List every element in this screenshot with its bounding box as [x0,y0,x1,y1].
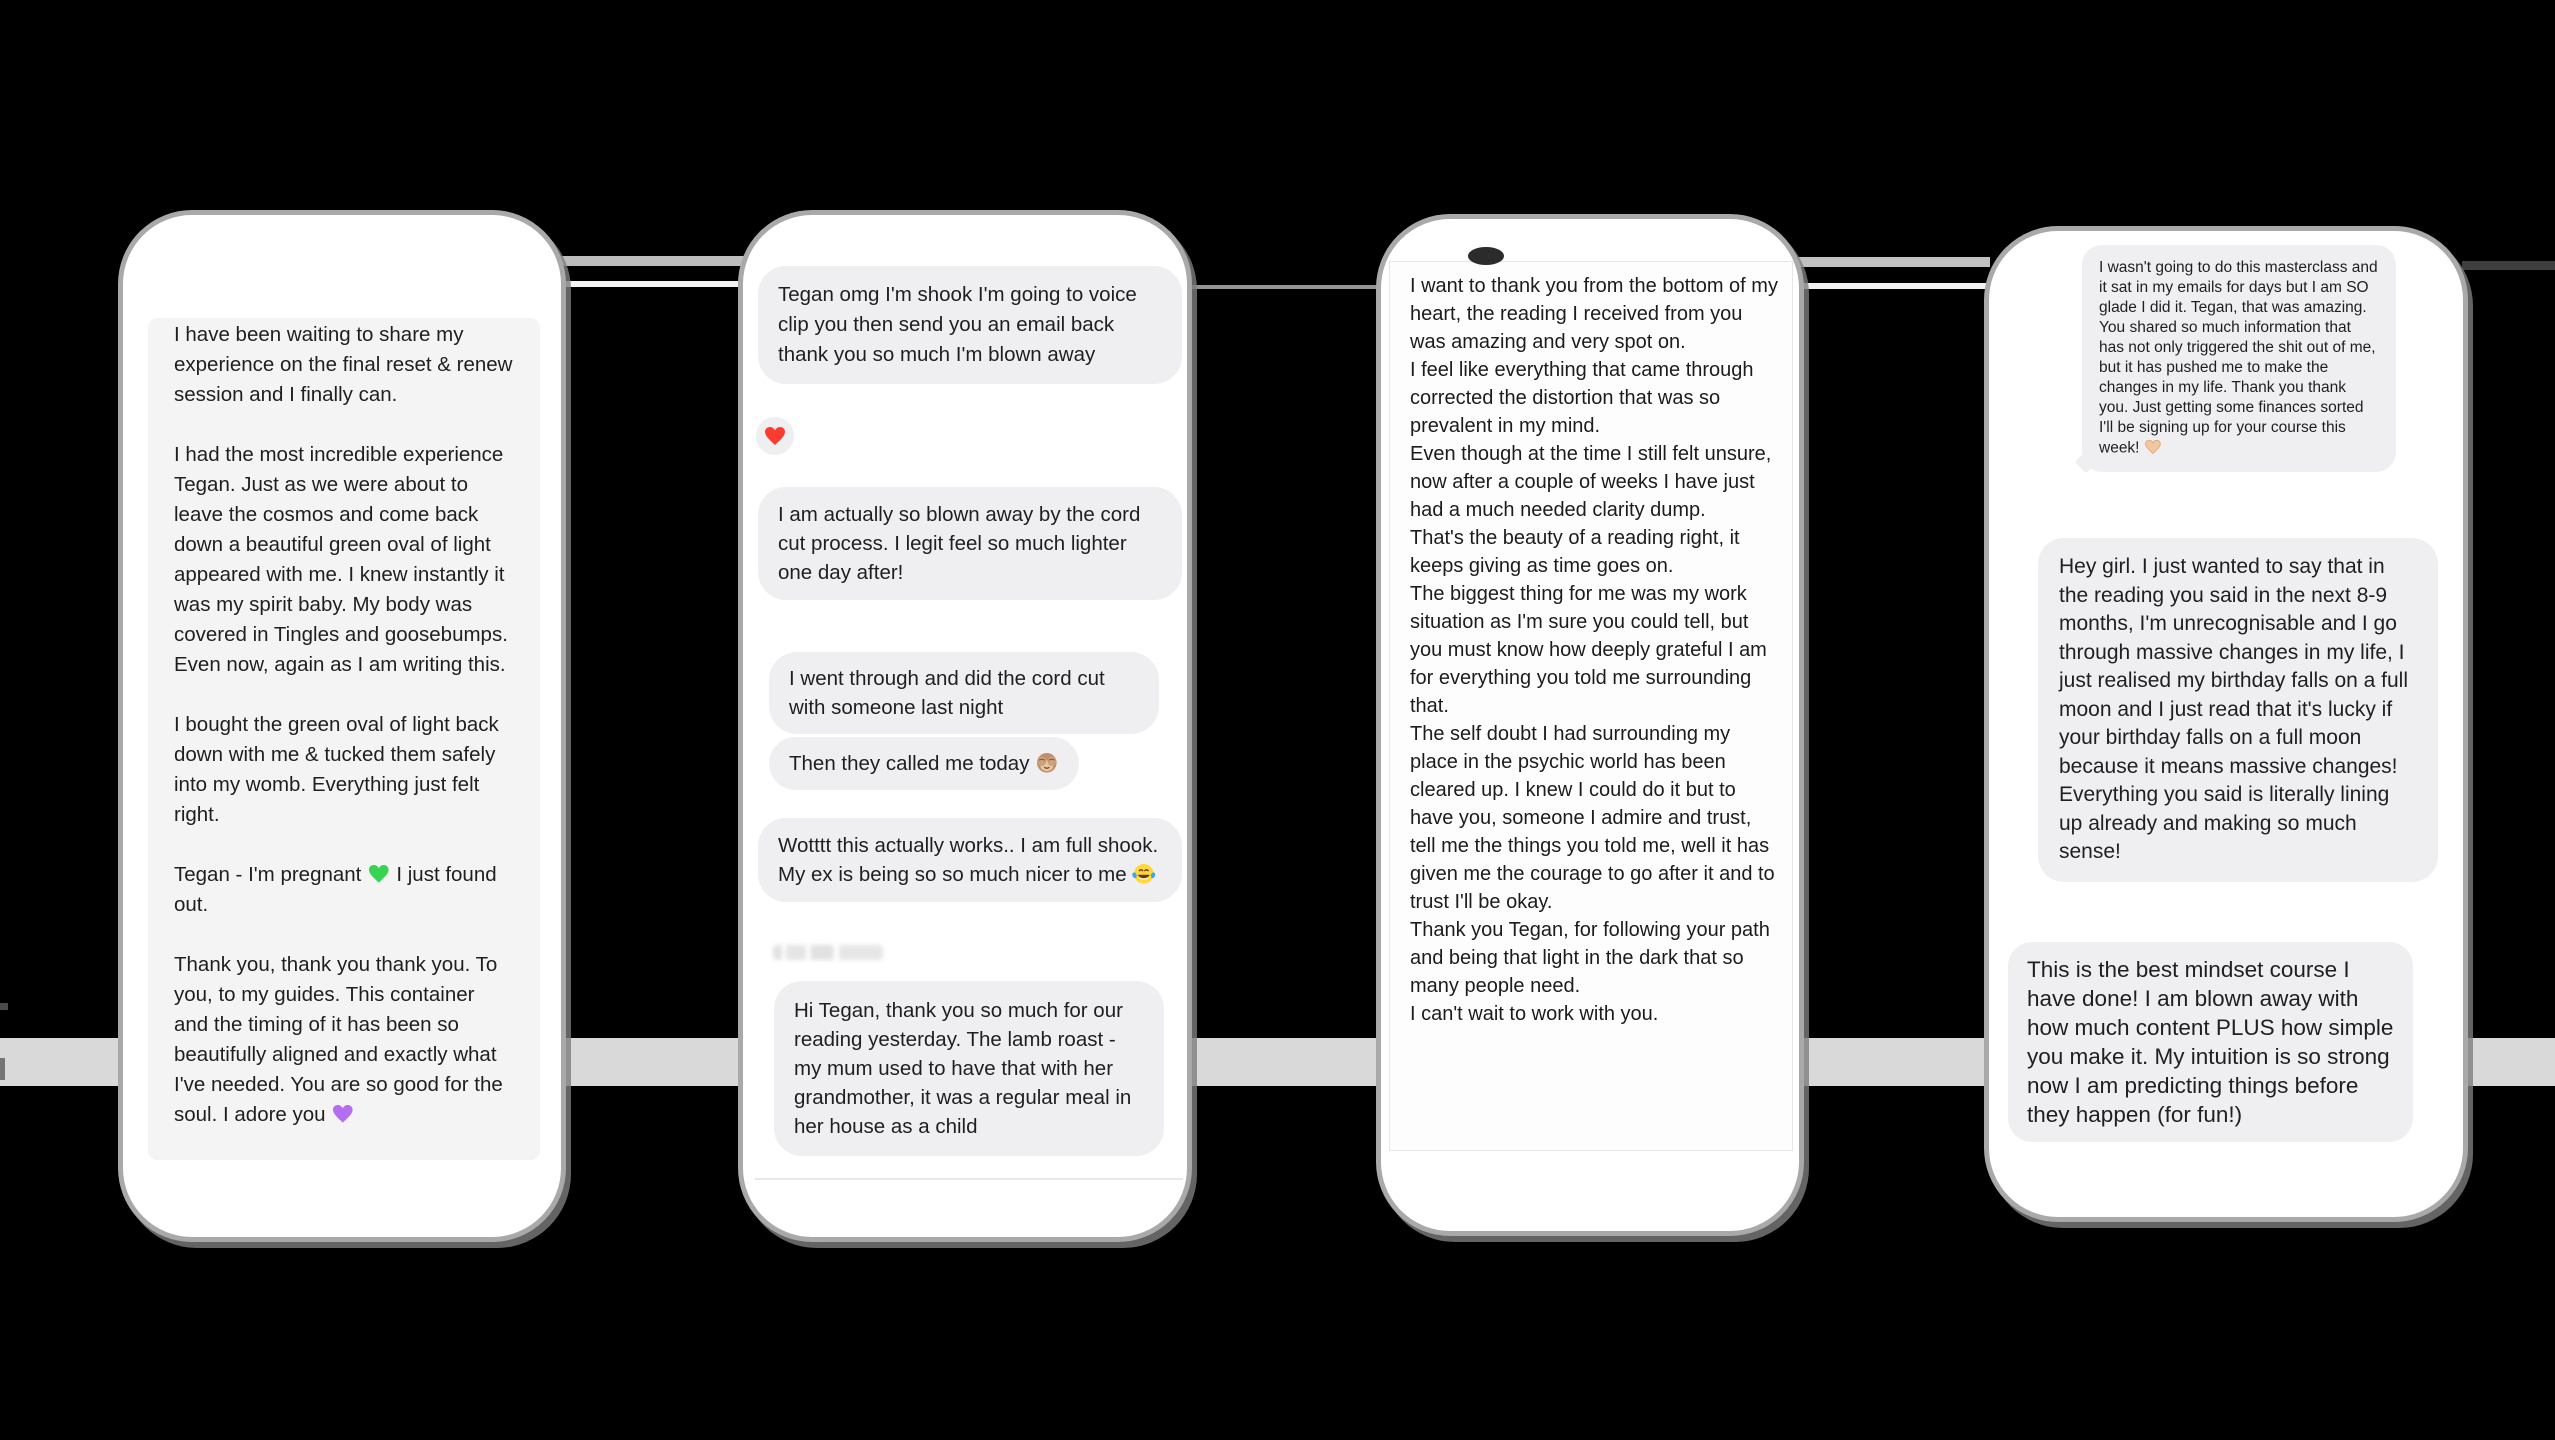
message-bubble: Tegan omg I'm shook I'm going to voice clip you then send you an email back thank you so much I'm blown away [758,266,1182,384]
testimonial-text-panel [1389,261,1793,1151]
testimonial-paragraph: Thank you, thank you thank you. To you, to my guides. This container and the timing of it has been so beautifully aligned and exactly what I've needed. You are so good for the soul. I adore you [174,953,503,1126]
testimonial-line: I want to thank you from the bottom of my heart, the reading I received from you was amazing and very spot on. [1410,275,1778,353]
testimonial-line: Even though at the time I still felt unsure, now after a couple of weeks I have just had a much needed clarity dump. [1410,443,1772,521]
scrubber-line-white [560,281,746,287]
phone-screen [123,215,561,1237]
cropped-avatar-fragment [1468,247,1504,265]
message-bubble: Hey girl. I just wanted to say that in the reading you said in the next 8-9 months, I'm unrecognisable and I go through massive changes in my life, I just realised my birthday falls on a full moon and I just read that it's lucky if your birthday falls on a full moon because it means massive changes! Everything you said is literally lining up already and making so much sense! [2038,538,2438,882]
testimonial-paragraph: Tegan - I'm pregnant I just found out. [174,863,497,916]
phone-screen [1989,231,2463,1217]
scrubber-bar-dark-segment [2462,261,2555,270]
scrubber-bar-segment [1798,257,1990,267]
testimonial-line: I feel like everything that came through corrected the distortion that was so prevalent in my mind. [1410,359,1754,437]
see-no-evil-emoji [1035,751,1059,775]
scrubber-line-white [1798,283,1990,289]
testimonial-line: The self doubt I had surrounding my place in the psychic world has been cleared up. I knew I could do it but to have you, someone I admire and trust, tell me the things you told me, well it has given me the courage to go after it and to trust I'll be okay. [1410,723,1775,913]
heart-hands-emoji [2144,438,2162,456]
phone-screen [743,215,1187,1237]
phone-mockup-3 [1376,214,1804,1236]
testimonial-line: The biggest thing for me was my work situation as I'm sure you could tell, but you must know how deeply grateful I am for everything you told me surrounding that. [1410,583,1767,717]
scrubber-notch [0,1058,5,1080]
message-bubble: Hi Tegan, thank you so much for our reading yesterday. The lamb roast - my mum used to have that with her grandmother, it was a regular meal in her house as a child [774,981,1164,1156]
testimonial-line: I can't wait to work with you. [1410,1003,1659,1025]
message-bubble: Wotttt this actually works.. I am full shook. My ex is being so so much nicer to me [758,818,1182,902]
scrubber-notch [0,1003,8,1010]
purple-heart-emoji [331,1102,355,1126]
message-bubble: I am actually so blown away by the cord cut process. I legit feel so much lighter one day after! [758,487,1182,600]
phone-mockup-2 [738,210,1192,1242]
message-bubble: This is the best mindset course I have done! I am blown away with how much content PLUS how simple you make it. My intuition is so strong now I am predicting things before they happen (for fun!) [2008,942,2413,1142]
testimonial-line: Thank you Tegan, for following your path and being that light in the dark that so many people need. [1410,919,1770,997]
message-bubble: I wasn't going to do this masterclass and it sat in my emails for days but I am SO glade I did it. Tegan, that was amazing. You shared so much information that has not only triggered the shit out of me, but it has pushed me to make the changes in my life. Thank you thank you. Just getting some finances sorted I'll be signing up for your course this week! [2082,245,2396,472]
testimonial-paragraph: I have been waiting to share my experience on the final reset & renew session and I finally can. [174,323,513,406]
joy-emoji [1132,862,1156,886]
phone-screen [1381,219,1799,1231]
faded-text-remnant [773,945,883,960]
message-bubble: Then they called me today [769,737,1079,790]
scrubber-line-gray [1186,285,1382,289]
testimonial-paragraph: I had the most incredible experience Tegan. Just as we were about to leave the cosmos and come back down a beautiful green oval of light appeared with me. I knew instantly it was my spirit baby. My body was covered in Tingles and goosebumps. Even now, again as I am writing this. [174,443,508,676]
phone-mockup-1 [118,210,566,1242]
scrubber-bar-segment [560,256,746,266]
chat-divider-line [755,1178,1183,1180]
message-bubble: I went through and did the cord cut with someone last night [769,652,1159,734]
testimonial-paragraph: I bought the green oval of light back down with me & tucked them safely into my womb. Everything just felt right. [174,713,499,826]
phone-mockup-4 [1984,226,2468,1222]
reaction-bubble [752,413,798,459]
red-heart-emoji [763,424,787,448]
testimonial-line: That's the beauty of a reading right, it keeps giving as time goes on. [1410,527,1740,577]
green-heart-emoji [367,862,391,886]
testimonial-text-panel [148,318,540,1160]
